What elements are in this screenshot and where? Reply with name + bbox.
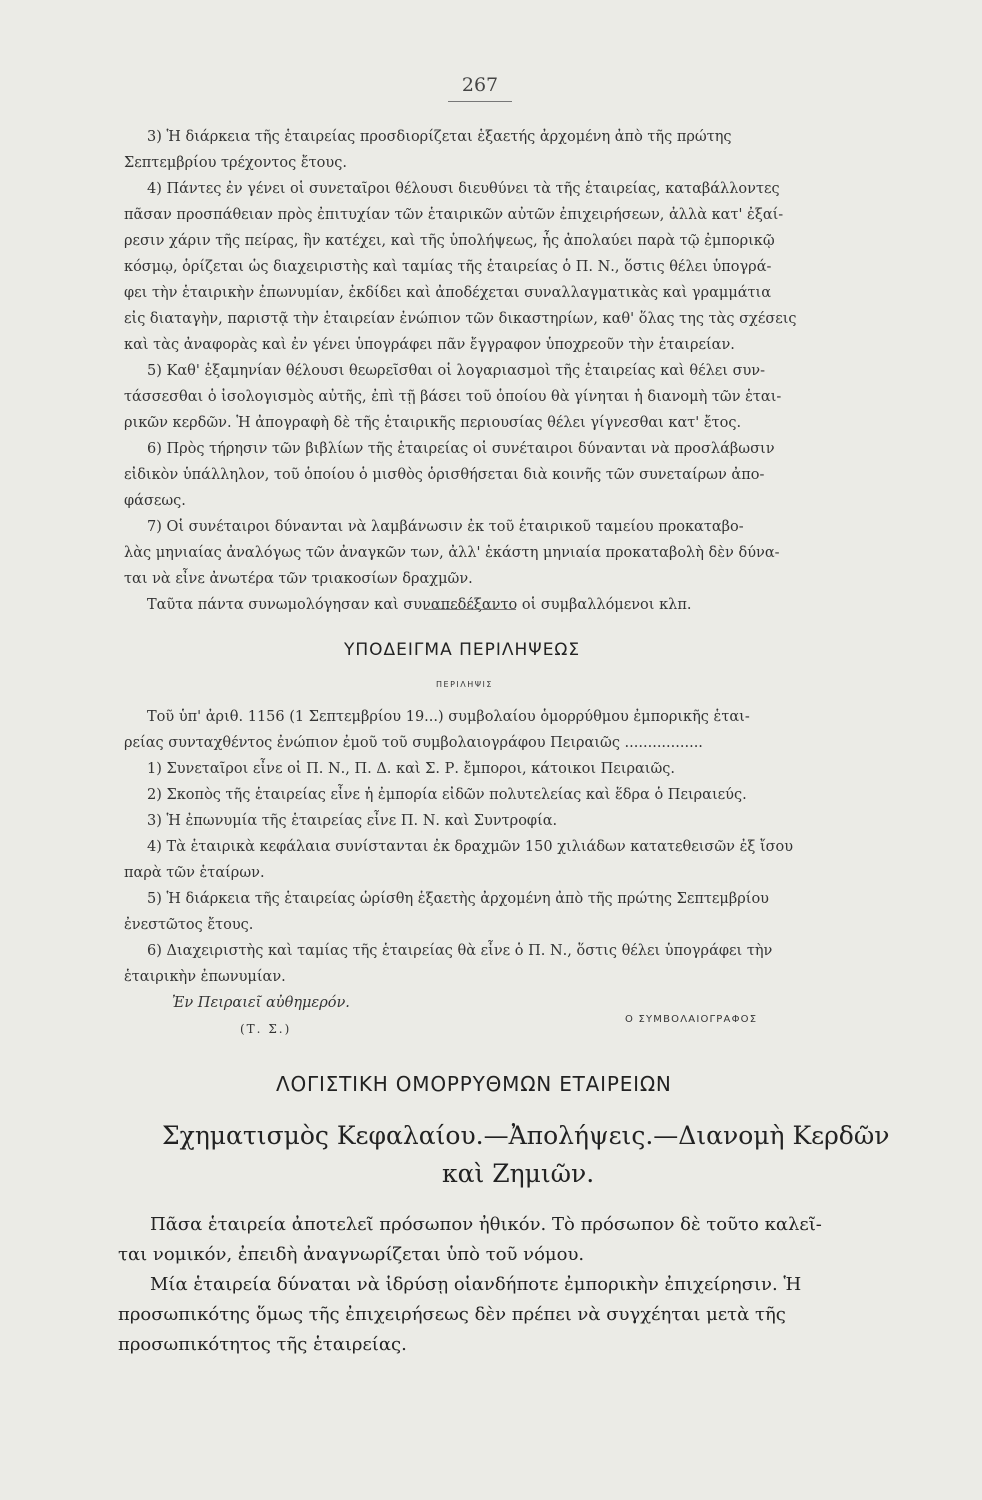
clause-line: 6) Πρὸς τήρησιν τῶν βιβλίων τῆς ἑταιρείας οἱ συνέταιροι δύνανται νὰ προσλάβωσιν (147, 441, 775, 457)
clause-line: 3) Ἡ διάρκεια τῆς ἑταιρείας προσδιορίζεται ἑξαετής ἀρχομένη ἀπὸ τῆς πρώτης (147, 129, 732, 145)
body-line: προσωπικότης ὅμως τῆς ἐπιχειρήσεως δὲν πρέπει νὰ συγχέηται μετὰ τῆς (118, 1304, 786, 1325)
page-number-rule (448, 101, 512, 102)
body-line: προσωπικότητος τῆς ἑταιρείας. (118, 1334, 407, 1355)
summary-line: 3) Ἡ ἐπωνυμία τῆς ἑταιρείας εἶνε Π. Ν. καὶ Συντροφία. (147, 813, 558, 829)
clause-line: Σεπτεμβρίου τρέχοντος ἔτους. (124, 155, 347, 171)
subtitle-line: Σχηματισμὸς Κεφαλαίου.—Ἀπολήψεις.—Διανομὴ Κερδῶν (162, 1121, 890, 1150)
body-line: Μία ἑταιρεία δύναται νὰ ἱδρύσῃ οἱανδήποτε ἐμπορικὴν ἐπιχείρησιν. Ἡ (150, 1274, 802, 1295)
clause-line: 5) Καθ' ἑξαμηνίαν θέλουσι θεωρεῖσθαι οἱ λογαριασμοὶ τῆς ἑταιρείας καὶ θέλει συν- (147, 363, 766, 379)
clause-line: εἰδικὸν ὑπάλληλον, τοῦ ὁποίου ὁ μισθὸς ὁρισθήσεται διὰ κοινῆς τῶν συνεταίρων ἀπο- (124, 467, 765, 483)
summary-line: ρείας συνταχθέντος ἐνώπιον ἐμοῦ τοῦ συμβολαιογράφου Πειραιῶς ................. (124, 735, 703, 751)
summary-line: 1) Συνεταῖροι εἶνε οἱ Π. Ν., Π. Δ. καὶ Σ. Ρ. ἔμποροι, κάτοικοι Πειραιῶς. (147, 761, 676, 777)
clause-line: φει τὴν ἑταιρικὴν ἐπωνυμίαν, ἐκδίδει καὶ ἀποδέχεται συναλλαγματικὰς καὶ γραμμάτια (124, 285, 772, 301)
clause-line: κόσμῳ, ὁρίζεται ὡς διαχειριστὴς καὶ ταμίας τῆς ἑταιρείας ὁ Π. Ν., ὅστις θέλει ὑπογρά- (124, 259, 772, 275)
summary-line: Τοῦ ὑπ' ἀριθ. 1156 (1 Σεπτεμβρίου 19...) συμβολαίου ὁμορρύθμου ἐμπορικῆς ἑται- (147, 709, 750, 725)
clause-line: καὶ τὰς ἀναφορὰς καὶ ἐν γένει ὑπογράφει πᾶν ἔγγραφον ὑποχρεοῦν τὴν ἑταιρείαν. (124, 337, 735, 353)
model-subheading: ΠΕΡΙΛΗΨΙΣ (436, 680, 493, 689)
clause-line: φάσεως. (124, 493, 186, 509)
clause-line: λὰς μηνιαίας ἀναλόγως τῶν ἀναγκῶν των, ἀλλ' ἑκάστη μηνιαία προκαταβολὴ δὲν δύνα- (124, 545, 780, 561)
page-number: 267 (461, 74, 499, 96)
summary-line: ἑταιρικὴν ἐπωνυμίαν. (124, 969, 286, 985)
section-separator (424, 609, 516, 610)
summary-line: 4) Τὰ ἑταιρικὰ κεφάλαια συνίστανται ἐκ δραχμῶν 150 χιλιάδων κατατεθεισῶν ἐξ ἴσου (147, 839, 794, 855)
clause-line: 4) Πάντες ἐν γένει οἱ συνεταῖροι θέλουσι διευθύνει τὰ τῆς ἑταιρείας, καταβάλλοντες (147, 181, 780, 197)
clause-line: 7) Οἱ συνέταιροι δύνανται νὰ λαμβάνωσιν ἐκ τοῦ ἑταιρικοῦ ταμείου προκαταβο- (147, 519, 744, 535)
notary-signature: Ο ΣΥΜΒΟΛΑΙΟΓΡΑΦΟΣ (625, 1014, 758, 1025)
summary-line: 6) Διαχειριστὴς καὶ ταμίας τῆς ἑταιρείας θὰ εἶνε ὁ Π. Ν., ὅστις θέλει ὑπογράφει τὴν (147, 943, 773, 959)
place-date: Ἐν Πειραιεῖ αὐθημερόν. (172, 995, 350, 1011)
clause-line: Ταῦτα πάντα συνωμολόγησαν καὶ συναπεδέξαντο οἱ συμβαλλόμενοι κλπ. (147, 597, 692, 613)
body-line: ται νομικόν, ἐπειδὴ ἀναγνωρίζεται ὑπὸ τοῦ νόμου. (118, 1244, 585, 1265)
clause-line: ται νὰ εἶνε ἀνωτέρα τῶν τριακοσίων δραχμῶν. (124, 571, 473, 587)
clause-line: πᾶσαν προσπάθειαν πρὸς ἐπιτυχίαν τῶν ἑταιρικῶν αὐτῶν ἐπιχειρήσεων, ἀλλὰ κατ' ἐξαί- (124, 207, 784, 223)
summary-line: ἐνεστῶτος ἔτους. (124, 917, 254, 933)
summary-line: παρὰ τῶν ἑταίρων. (124, 865, 265, 881)
summary-line: 2) Σκοπὸς τῆς ἑταιρείας εἶνε ἡ ἐμπορία εἰδῶν πολυτελείας καὶ ἕδρα ὁ Πειραιεύς. (147, 787, 747, 803)
summary-line: 5) Ἡ διάρκεια τῆς ἑταιρείας ὡρίσθη ἑξαετὴς ἀρχομένη ἀπὸ τῆς πρώτης Σεπτεμβρίου (147, 891, 769, 907)
clause-line: ρικῶν κερδῶν. Ἡ ἀπογραφὴ δὲ τῆς ἑταιρικῆς περιουσίας θέλει γίγνεσθαι κατ' ἔτος. (124, 415, 742, 431)
clause-line: εἰς διαταγὴν, παριστᾷ τὴν ἑταιρείαν ἐνώπιον τῶν δικαστηρίων, καθ' ὅλας της τὰς σχέσεις (124, 311, 797, 327)
section-heading: ΛΟΓΙΣΤΙΚΗ ΟΜΟΡΡΥΘΜΩΝ ΕΤΑΙΡΕΙΩΝ (276, 1072, 672, 1096)
clause-line: τάσσεσθαι ὁ ἰσολογισμὸς αὐτῆς, ἐπὶ τῇ βάσει τοῦ ὁποίου θὰ γίνηται ἡ διανομὴ τῶν ἑται- (124, 389, 782, 405)
seal-mark: (Τ. Σ.) (240, 1022, 292, 1036)
subtitle-line: καὶ Ζημιῶν. (442, 1159, 595, 1188)
model-heading: ΥΠΟΔΕΙΓΜΑ ΠΕΡΙΛΗΨΕΩΣ (344, 640, 581, 660)
clause-line: ρεσιν χάριν τῆς πείρας, ἣν κατέχει, καὶ τῆς ὑπολήψεως, ἧς ἀπολαύει παρὰ τῷ ἐμπορικῷ (124, 233, 775, 249)
body-line: Πᾶσα ἑταιρεία ἀποτελεῖ πρόσωπον ἠθικόν. Τὸ πρόσωπον δὲ τοῦτο καλεῖ- (150, 1214, 822, 1235)
